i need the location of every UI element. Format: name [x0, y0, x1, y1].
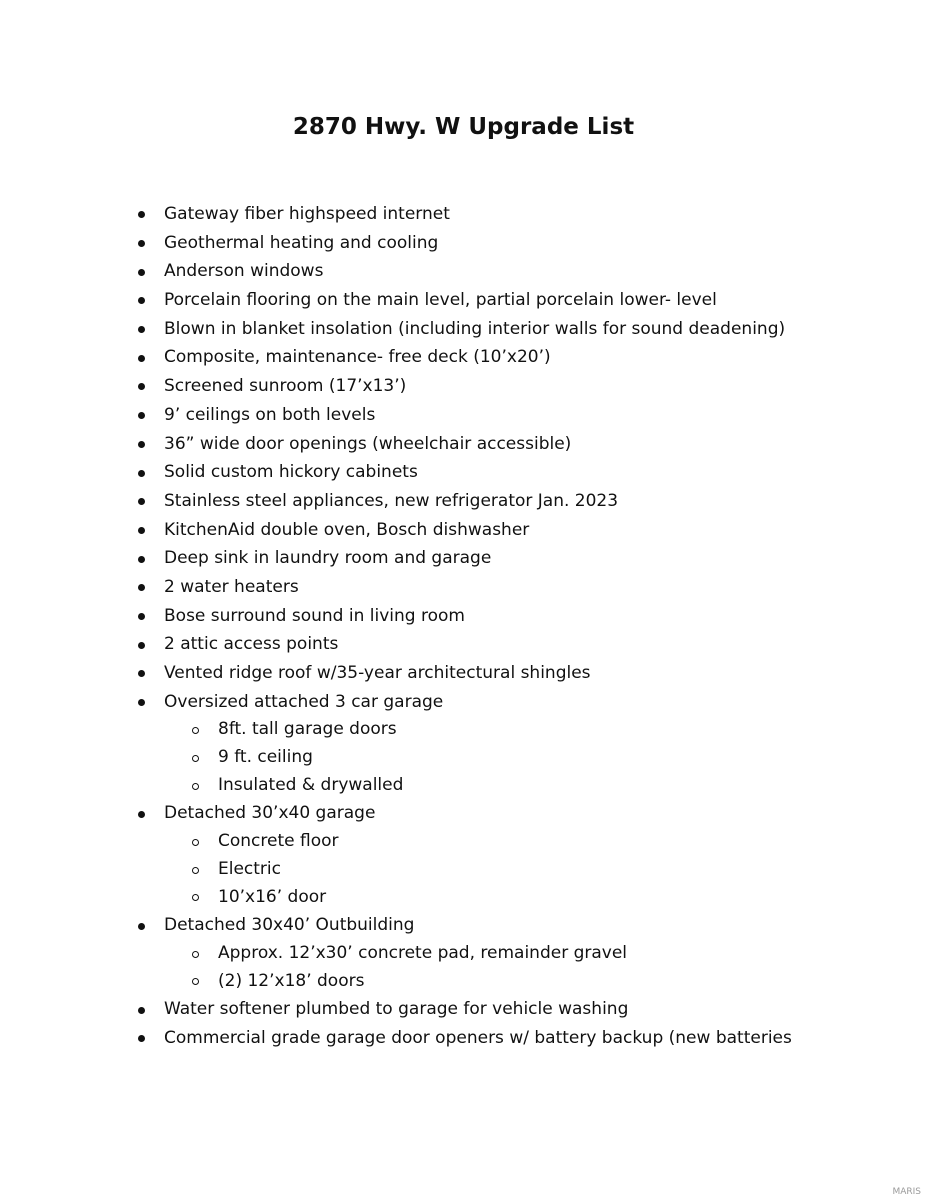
bullet-icon	[138, 269, 145, 276]
list-item-text: Water softener plumbed to garage for vehicle washing	[164, 999, 629, 1020]
list-item-text: Oversized attached 3 car garage	[164, 691, 444, 712]
bullet-icon	[138, 326, 145, 333]
bullet-icon	[138, 240, 145, 247]
list-item	[0, 799, 927, 828]
bullet-icon	[138, 670, 145, 677]
list-item	[0, 573, 927, 602]
list-item-text: 9 ft. ceiling	[218, 747, 313, 768]
list-item	[0, 315, 927, 344]
bullet-icon	[138, 1007, 145, 1014]
list-item-text: Detached 30x40’ Outbuilding	[164, 915, 415, 936]
list-item	[0, 343, 927, 372]
hollow-bullet-icon	[192, 951, 199, 958]
bullet-icon	[138, 498, 145, 505]
list-item-text: Composite, maintenance- free deck (10’x20’)	[164, 347, 551, 368]
bullet-icon	[138, 211, 145, 218]
bullet-icon	[138, 441, 145, 448]
list-item	[0, 688, 927, 717]
sub-list-item	[0, 940, 927, 968]
hollow-bullet-icon	[192, 867, 199, 874]
list-item-text: Stainless steel appliances, new refrigerator Jan. 2023	[164, 490, 619, 511]
list-item-text: 10’x16’ door	[218, 886, 327, 907]
hollow-bullet-icon	[192, 755, 199, 762]
list-item	[0, 257, 927, 286]
list-item-text: 9’ ceilings on both levels	[164, 404, 376, 425]
list-item-text: 36” wide door openings (wheelchair accessible)	[164, 433, 572, 454]
list-item	[0, 544, 927, 573]
sub-list-item	[0, 744, 927, 772]
list-item	[0, 630, 927, 659]
bullet-icon	[138, 355, 145, 362]
page-title: 2870 Hwy. W Upgrade List	[292, 114, 635, 140]
list-item	[0, 401, 927, 430]
bullet-icon	[138, 699, 145, 706]
hollow-bullet-icon	[192, 978, 199, 985]
list-item	[0, 372, 927, 401]
hollow-bullet-icon	[192, 894, 199, 901]
bullet-icon	[138, 613, 145, 620]
sub-list-item	[0, 772, 927, 800]
watermark: MARIS	[892, 1187, 921, 1197]
list-item-text: 8ft. tall garage doors	[218, 719, 397, 740]
list-item-text: Commercial grade garage door openers w/ battery backup (new batteries	[164, 1027, 792, 1048]
list-item	[0, 286, 927, 315]
bullet-icon	[138, 527, 145, 534]
list-item-text: Blown in blanket insolation (including interior walls for sound deadening)	[164, 318, 786, 339]
list-item	[0, 487, 927, 516]
bullet-icon	[138, 470, 145, 477]
list-item-text: Geothermal heating and cooling	[164, 232, 439, 253]
bullet-icon	[138, 412, 145, 419]
hollow-bullet-icon	[192, 727, 199, 734]
list-item	[0, 1024, 927, 1053]
list-item	[0, 911, 927, 940]
bullet-icon	[138, 556, 145, 563]
sub-list-item	[0, 856, 927, 884]
list-item	[0, 430, 927, 459]
list-item-text: Insulated & drywalled	[218, 774, 404, 795]
list-item-text: Vented ridge roof w/35-year architectural shingles	[164, 663, 591, 683]
list-item-text: Anderson windows	[164, 261, 324, 282]
list-item	[0, 200, 927, 229]
bullet-icon	[138, 923, 145, 930]
list-item	[0, 659, 927, 688]
bullet-icon	[138, 642, 145, 649]
list-item-text: Concrete floor	[218, 831, 339, 852]
bullet-icon	[138, 811, 145, 818]
sub-list-item	[0, 968, 927, 996]
list-item-text: Porcelain flooring on the main level, partial porcelain lower- level	[164, 290, 717, 311]
list-item	[0, 458, 927, 487]
bullet-icon	[138, 584, 145, 591]
list-item	[0, 602, 927, 631]
hollow-bullet-icon	[192, 839, 199, 846]
list-item	[0, 995, 927, 1024]
bullet-icon	[138, 297, 145, 304]
list-item-text: Screened sunroom (17’x13’)	[164, 376, 407, 397]
hollow-bullet-icon	[192, 783, 199, 790]
list-item	[0, 516, 927, 545]
sub-list-item	[0, 884, 927, 912]
list-item-text: (2) 12’x18’ doors	[218, 970, 365, 991]
list-item-text: 2 attic access points	[164, 634, 339, 655]
list-item-text: Detached 30’x40 garage	[164, 803, 376, 824]
bullet-icon	[138, 383, 145, 390]
upgrade-list	[0, 200, 927, 1053]
list-item	[0, 229, 927, 258]
list-item-text: Approx. 12’x30’ concrete pad, remainder gravel	[218, 942, 628, 963]
sub-list-item	[0, 828, 927, 856]
list-item-text: Deep sink in laundry room and garage	[164, 548, 492, 569]
list-item-text: KitchenAid double oven, Bosch dishwasher	[164, 519, 530, 540]
sub-list-item	[0, 716, 927, 744]
list-item-text: 2 water heaters	[164, 576, 299, 597]
list-item-text: Solid custom hickory cabinets	[164, 462, 418, 483]
bullet-icon	[138, 1035, 145, 1042]
list-item-text: Electric	[218, 858, 281, 879]
list-item-text: Bose surround sound in living room	[164, 605, 465, 626]
list-item-text: Gateway fiber highspeed internet	[164, 204, 450, 224]
